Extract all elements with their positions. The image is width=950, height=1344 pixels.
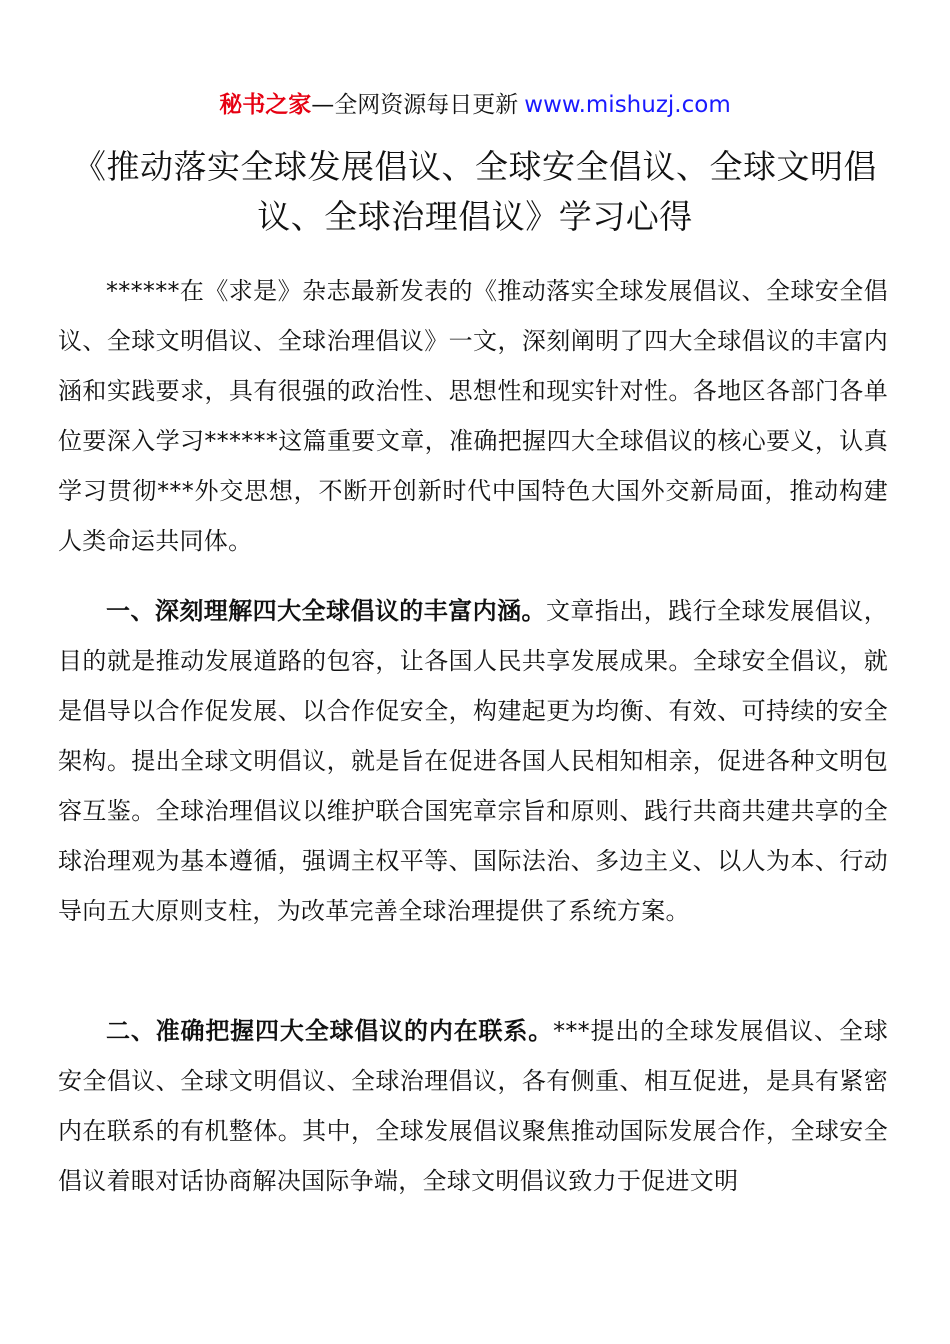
paragraph-intro	[58, 266, 888, 566]
site-brand: 秘书之家	[219, 92, 312, 118]
section-1-heading: 一、深刻理解四大全球倡议的丰富内涵。	[106, 597, 546, 625]
paragraph-intro-text: ******在《求是》杂志最新发表的《推动落实全球发展倡议、全球安全倡议、全球文明倡议、全球治理倡议》一文，深刻阐明了四大全球倡议的丰富内涵和实践要求，具有很强的政治性、思想性和现实针对性。各地区各部门各单位要深入学习******这篇重要文章，准确把握四大全球倡议的核心要义，认真学习贯彻***外交思想，不断开创新时代中国特色大国外交新局面，推动构建人类命运共同体。	[58, 277, 888, 555]
header-dash: —	[311, 92, 335, 118]
section-2-text: ***提出的全球发展倡议、全球安全倡议、全球文明倡议、全球治理倡议，各有侧重、相互促进，是具有紧密内在联系的有机整体。其中，全球发展倡议聚焦推动国际发展合作，全球安全倡议着眼对话协商解决国际争端，全球文明倡议致力于促进文明	[58, 1017, 888, 1195]
paragraph-section-1	[58, 586, 888, 936]
document-title: 《推动落实全球发展倡议、全球安全倡议、全球文明倡议、全球治理倡议》学习心得	[73, 147, 877, 236]
site-url-link[interactable]: www.mishuzj.com	[524, 92, 731, 118]
site-slogan: 全网资源每日更新	[334, 92, 519, 118]
paragraph-section-2	[58, 1006, 888, 1206]
section-1-text: 文章指出，践行全球发展倡议，目的就是推动发展道路的包容，让各国人民共享发展成果。全球安全倡议，就是倡导以合作促发展、以合作促安全，构建起更为均衡、有效、可持续的安全架构。提出全球文明倡议，就是旨在促进各国人民相知相亲，促进各种文明包容互鉴。全球治理倡议以维护联合国宪章宗旨和原则、践行共商共建共享的全球治理观为基本遵循，强调主权平等、国际法治、多边主义、以人为本、行动导向五大原则支柱，为改革完善全球治理提供了系统方案。	[58, 597, 888, 925]
site-header	[0, 88, 950, 122]
section-2-heading: 二、准确把握四大全球倡议的内在联系。	[106, 1017, 554, 1045]
